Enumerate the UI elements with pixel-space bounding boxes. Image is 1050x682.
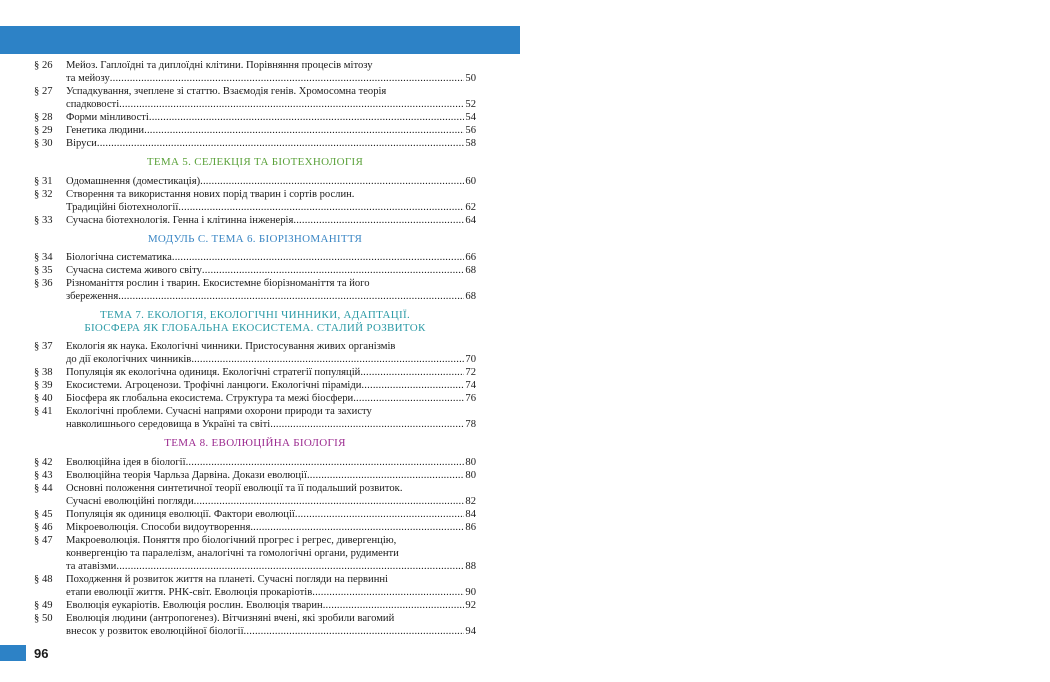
entry-title-line: конвергенцію та паралелізм, аналогічні та гомологічні органи, рудименти: [66, 547, 399, 559]
entry-title-line: Успадкування, зчеплене зі статтю. Взаємодія генів. Хромосомна теорія: [66, 86, 387, 97]
toc-entry[interactable]: [34, 366, 476, 379]
section-heading-line: МОДУЛЬ С. ТЕМА 6. БІОРІЗНОМАНІТТЯ: [147, 232, 363, 245]
entry-title-line: Біологічна систематика: [66, 252, 172, 263]
section-heading-line: ТЕМА 8. ЕВОЛЮЦІЙНА БІОЛОГІЯ: [164, 437, 346, 449]
toc-entry[interactable]: [34, 405, 476, 431]
entry-title-line: Мікроеволюція. Способи видоутворення: [66, 521, 251, 533]
dot-leader: [202, 264, 464, 277]
page-ref[interactable]: 94: [465, 625, 476, 637]
page-ref[interactable]: 90: [465, 586, 476, 598]
page-ref[interactable]: 86: [465, 521, 476, 533]
entry-title-line: навколишнього середовища в Україні та світі: [66, 419, 271, 430]
page-ref[interactable]: 50: [465, 73, 476, 84]
section-heading: [34, 233, 476, 246]
toc-entry[interactable]: [34, 534, 476, 573]
dot-leader: [250, 521, 464, 534]
entry-title-line: Віруси: [66, 138, 97, 149]
toc-entry[interactable]: [34, 599, 476, 612]
paragraph-number: § 35: [34, 265, 53, 276]
section-heading-line: ТЕМА 5. СЕЛЕКЦІЯ ТА БІОТЕХНОЛОГІЯ: [146, 156, 364, 168]
page-ref[interactable]: 56: [465, 125, 476, 136]
page-ref[interactable]: 92: [465, 599, 476, 611]
toc-entry[interactable]: [34, 340, 476, 366]
toc-entry[interactable]: [34, 508, 476, 521]
page-ref[interactable]: 82: [465, 495, 476, 507]
dot-leader: [144, 124, 464, 137]
page-ref[interactable]: 80: [465, 456, 476, 468]
dot-leader: [270, 418, 464, 431]
table-of-contents: [34, 59, 476, 638]
entry-title-line: до дії екологічних чинників: [66, 354, 192, 365]
paragraph-number: § 29: [34, 125, 53, 136]
paragraph-number: § 48: [34, 573, 53, 585]
toc-entry[interactable]: [34, 264, 476, 277]
paragraph-number: § 40: [34, 393, 53, 404]
dot-leader: [149, 111, 465, 124]
dot-leader: [116, 560, 464, 573]
entry-title-line: Одомашнення (доместикація): [66, 175, 201, 187]
page-ref[interactable]: 52: [465, 99, 476, 110]
toc-entry[interactable]: [34, 111, 476, 124]
entry-title-line: Еволюційна ідея в біології: [66, 456, 186, 468]
page-ref[interactable]: 64: [465, 214, 476, 226]
entry-title-line: Мейоз. Гаплоїдні та диплоїдні клітини. Порівняння процесів мітозу: [66, 60, 373, 71]
toc-entry[interactable]: [34, 469, 476, 482]
toc-entry[interactable]: [34, 137, 476, 150]
toc-entry[interactable]: [34, 521, 476, 534]
dot-leader: [323, 599, 465, 612]
paragraph-number: § 30: [34, 138, 53, 149]
dot-leader: [186, 456, 465, 469]
paragraph-number: § 31: [34, 175, 53, 187]
entry-title-line: збереження: [66, 291, 119, 302]
page-ref[interactable]: 80: [465, 469, 476, 481]
paragraph-number: § 41: [34, 406, 53, 417]
page-ref[interactable]: 66: [465, 252, 476, 263]
paragraph-number: § 33: [34, 214, 53, 226]
dot-leader: [110, 72, 465, 85]
paragraph-number: § 47: [34, 534, 53, 546]
toc-entry[interactable]: [34, 379, 476, 392]
toc-entry[interactable]: [34, 573, 476, 599]
paragraph-number: § 44: [34, 482, 53, 494]
section-heading-line: БІОСФЕРА ЯК ГЛОБАЛЬНА ЕКОСИСТЕМА. СТАЛИЙ РОЗВИТОК: [84, 321, 426, 334]
entry-title-line: Екосистеми. Агроценози. Трофічні ланцюги. Екологічні піраміди: [66, 380, 362, 391]
page-ref[interactable]: 58: [465, 138, 476, 149]
entry-title-line: Традиційні біотехнології: [66, 201, 179, 213]
paragraph-number: § 37: [34, 341, 53, 352]
entry-title-line: Еволюція еукаріотів. Еволюція рослин. Еволюція тварин: [66, 599, 323, 611]
paragraph-number: § 34: [34, 252, 53, 263]
page-ref[interactable]: 78: [465, 419, 476, 430]
dot-leader: [118, 290, 464, 303]
dot-leader: [172, 251, 465, 264]
dot-leader: [244, 625, 465, 638]
page-ref[interactable]: 84: [465, 508, 476, 520]
toc-entry[interactable]: [34, 175, 476, 188]
paragraph-number: § 27: [34, 86, 53, 97]
toc-entry[interactable]: [34, 214, 476, 227]
entry-title-line: Форми мінливості: [66, 112, 149, 123]
entry-title-line: етапи еволюції життя. РНК-світ. Еволюція прокаріотів: [66, 586, 313, 598]
dot-leader: [353, 392, 464, 405]
entry-title-line: Популяція як одиниця еволюції. Фактори еволюції: [66, 508, 295, 520]
paragraph-number: § 42: [34, 456, 53, 468]
entry-title-line: Різноманіття рослин і тварин. Екосистемне біорізноманіття та його: [66, 278, 370, 289]
paragraph-number: § 43: [34, 469, 53, 481]
page-ref[interactable]: 62: [465, 201, 476, 213]
entry-title-line: Екологія як наука. Екологічні чинники. Пристосування живих організмів: [66, 341, 396, 352]
paragraph-number: § 46: [34, 521, 53, 533]
dot-leader: [194, 495, 465, 508]
page-ref[interactable]: 68: [465, 291, 476, 302]
toc-entry[interactable]: [34, 612, 476, 638]
toc-entry[interactable]: [34, 277, 476, 303]
entry-title-line: Сучасна система живого світу: [66, 265, 202, 276]
header-color-bar: [0, 26, 520, 54]
dot-leader: [119, 98, 464, 111]
paragraph-number: § 36: [34, 278, 53, 289]
entry-title-line: Основні положення синтетичної теорії еволюції та її подальший розвиток.: [66, 482, 403, 494]
toc-entry[interactable]: [34, 85, 476, 111]
page-ref[interactable]: 60: [465, 175, 476, 187]
paragraph-number: § 39: [34, 380, 53, 391]
dot-leader: [293, 214, 464, 227]
toc-entry[interactable]: [34, 124, 476, 137]
section-heading-line: ТЕМА 7. ЕКОЛОГІЯ, ЕКОЛОГІЧНІ ЧИННИКИ, АДАПТАЦІЇ.: [99, 309, 411, 321]
dot-leader: [360, 366, 464, 379]
paragraph-number: § 38: [34, 367, 53, 378]
page-ref[interactable]: 70: [465, 354, 476, 365]
dot-leader: [295, 508, 465, 521]
paragraph-number: § 50: [34, 612, 53, 624]
entry-title-line: Популяція як екологічна одиниця. Екологічні стратегії популяцій: [66, 367, 361, 378]
entry-title-line: та мейозу: [66, 73, 110, 84]
entry-title-line: Макроеволюція. Поняття про біологічний прогрес і регрес, дивергенцію,: [66, 534, 397, 546]
entry-title-line: Походження й розвиток життя на планеті. Сучасні погляди на первинні: [66, 573, 388, 585]
page-ref[interactable]: 76: [465, 393, 476, 404]
toc-entry[interactable]: [34, 188, 476, 214]
entry-title-line: Створення та використання нових порід тварин і сортів рослин.: [66, 188, 355, 200]
paragraph-number: § 45: [34, 508, 53, 520]
page-number-marker: [0, 645, 26, 661]
paragraph-number: § 26: [34, 60, 53, 71]
page-ref[interactable]: 72: [465, 367, 476, 378]
dot-leader: [307, 469, 464, 482]
entry-title-line: спадковості: [66, 99, 120, 110]
toc-entry[interactable]: [34, 251, 476, 264]
paragraph-number: § 49: [34, 599, 53, 611]
entry-title-line: та атавізми: [66, 560, 117, 572]
toc-entry[interactable]: [34, 456, 476, 469]
entry-title-line: Еволюція людини (антропогенез). Вітчизняні вчені, які зробили вагомий: [66, 612, 395, 624]
dot-leader: [97, 137, 465, 150]
page-ref[interactable]: 88: [465, 560, 476, 572]
page-ref[interactable]: 68: [465, 265, 476, 276]
entry-title-line: Біосфера як глобальна екосистема. Структура та межі біосфери: [66, 393, 354, 404]
page-ref[interactable]: 74: [465, 380, 476, 391]
entry-title-line: Генетика людини: [66, 125, 145, 136]
dot-leader: [200, 175, 464, 188]
entry-title-line: Еволюційна теорія Чарльза Дарвіна. Докази еволюції: [66, 469, 307, 481]
toc-entry[interactable]: [34, 392, 476, 405]
entry-title-line: Сучасні еволюційні погляди: [66, 495, 194, 507]
toc-entry[interactable]: [34, 59, 476, 85]
entry-title-line: Екологічні проблеми. Сучасні напрями охорони природи та захисту: [66, 406, 372, 417]
toc-entry[interactable]: [34, 482, 476, 508]
dot-leader: [312, 586, 464, 599]
section-heading: [34, 437, 476, 450]
dot-leader: [191, 353, 464, 366]
entry-title-line: Сучасна біотехнологія. Генна і клітинна інженерія: [66, 214, 294, 226]
section-heading: [34, 309, 476, 334]
dot-leader: [178, 201, 464, 214]
page-number: 96: [34, 646, 49, 661]
dot-leader: [361, 379, 464, 392]
page-ref[interactable]: 54: [465, 112, 476, 123]
entry-title-line: внесок у розвиток еволюційної біології: [66, 625, 244, 637]
paragraph-number: § 32: [34, 188, 53, 200]
section-heading: [34, 156, 476, 169]
paragraph-number: § 28: [34, 112, 53, 123]
